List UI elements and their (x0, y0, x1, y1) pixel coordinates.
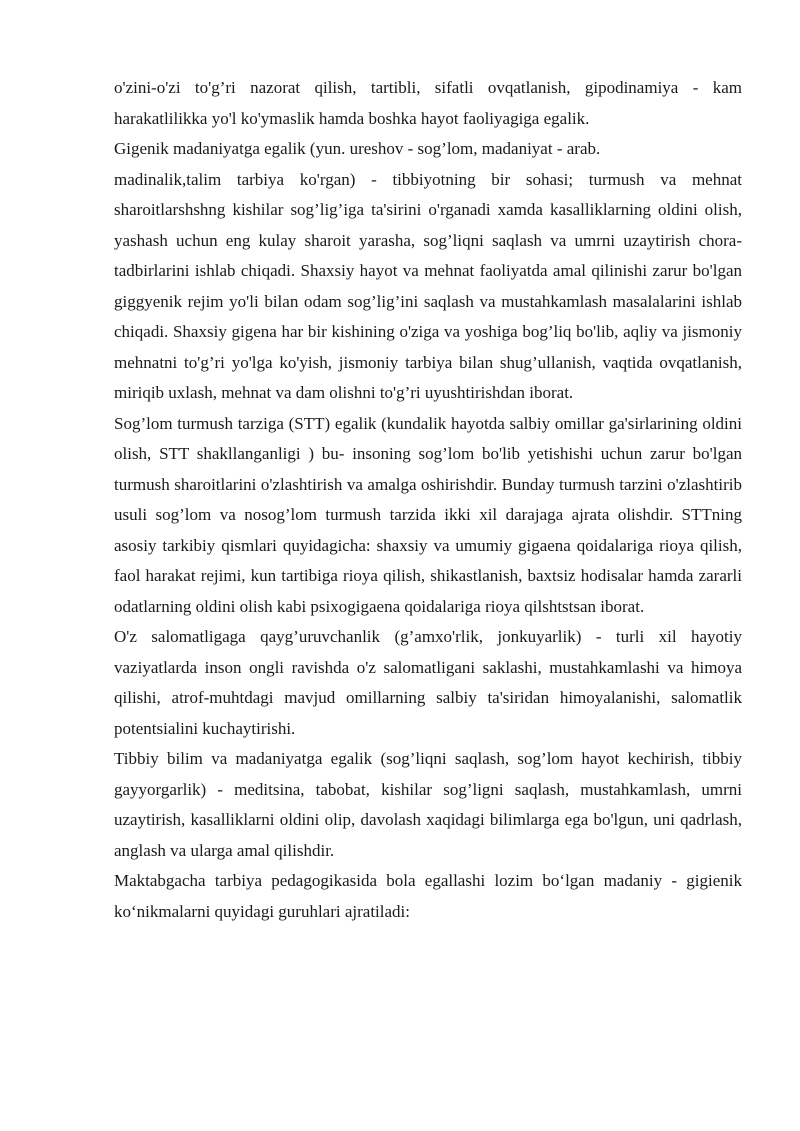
document-body (114, 73, 742, 927)
paragraph-self-control: o'zini-o'zi to'g’ri nazorat qilish, tartibli, sifatli ovqatlanish, gipodinamiya - kam harakatlilikka yo'l ko'ymaslik hamda boshka hayot faoliyagiga egalik. (114, 78, 742, 128)
paragraph-hygiene-definition: madinalik,talim tarbiya ko'rgan) - tibbiyotning bir sohasi; turmush va mehnat sharoitlarshshng kishilar sog’lig’iga ta'sirini o'rganadi xamda kasalliklarning oldini olish, yashash uchun eng kulay sharoit yarasha, sog’liqni saqlash va umrni uzaytirish chora-tadbirlarini ishlab chiqadi. Shaxsiy hayot va mehnat faoliyatda amal qilinishi zarur bo'lgan giggyenik rejim yo'li bilan odam sog’lig’ini saqlash va mustahkamlash masalalarini ishlab chiqadi. Shaxsiy gigena har bir kishining o'ziga va yoshiga bog’liq bo'lib, aqliy va jismoniy mehnatni to'g’ri yo'lga ko'yish, jismoniy tarbiya bilan shug’ullanish, vaqtida ovqatlanish, miriqib uxlash, mehnat va dam olishni to'g’ri uyushtirishdan iborat. (114, 169, 742, 402)
paragraph-preschool-skills: Maktabgacha tarbiya pedagogikasida bola egallashi lozim bo‘lgan madaniy - gigienik ko‘nikmalarni quyidagi guruhlari ajratiladi: (114, 871, 742, 921)
paragraph-medical-knowledge: Tibbiy bilim va madaniyatga egalik (sog’liqni saqlash, sog’lom hayot kechirish, tibbiy gayyorgarlik) - meditsina, tabobat, kishilar sog’ligni saqlash, mustahkamlash, umrni uzaytirish, kasalliklarni oldini olip, davolash xaqidagi bilimlarga ega bo'lgun, uni qadrlash, anglash va ularga amal qilishdir. (114, 749, 742, 860)
paragraph-hygiene-heading: Gigenik madaniyatga egalik (yun. ureshov - sog’lom, madaniyat - arab. (114, 139, 601, 158)
paragraph-healthy-lifestyle: Sog’lom turmush tarziga (STT) egalik (kundalik hayotda salbiy omillar ga'sirlarining oldini olish, STT shakllanganligi ) bu- insoning sog’lom bo'lib yetishishi uchun zarur bo'lgan turmush sharoitlarini o'zlashtirish va amalga oshirishdir. Bunday turmush tarzini o'zlashtirib usuli sog’lom va nosog’lom turmush tarzida ikki xil darajaga ajrata olishdir. STTning asosiy tarkibiy qismlari quyidagicha: shaxsiy va umumiy gigaena qoidalariga rioya qilish, faol harakat rejimi, kun tartibiga rioya qilish, shikastlanish, baxtsiz hodisalar hamda zararli odatlarning oldini olish kabi psixogigaena qoidalariga rioya qilshtstsan iborat. (114, 413, 742, 616)
paragraph-health-care: O'z salomatligaga qayg’uruvchanlik (g’amxo'rlik, jonkuyarlik) - turli xil hayotiy vaziyatlarda inson ongli ravishda o'z salomatligani saklashi, mustahkamlashi va himoya qilishi, atrof-muhtdagi mavjud omillarning salbiy ta'siridan himoyalanishi, salomatlik potentsialini kuchaytirishi. (114, 627, 742, 738)
